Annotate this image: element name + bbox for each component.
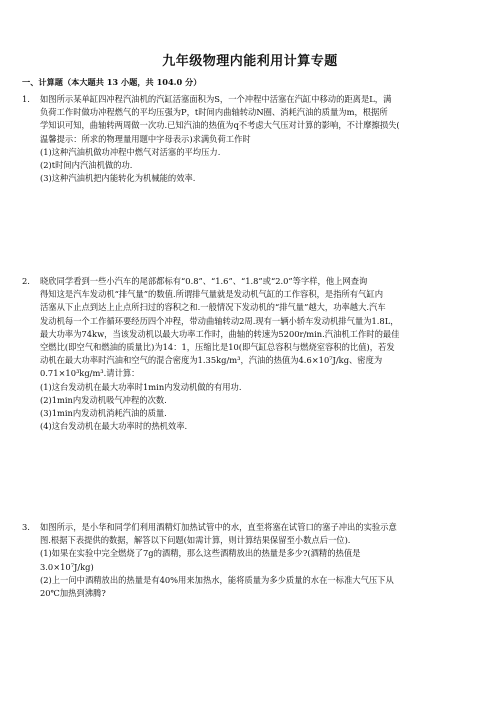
question-line: 负荷工作时做功冲程燃气的平均压强为P，t时间内曲轴转动N圈、消耗汽油的质量为m，根据所 [40,107,388,118]
question-line: (2)t时间内汽油机做的功. [40,160,133,171]
question-line: (2)1min内发动机吸气冲程的次数. [40,394,167,405]
question-line: (3)1min内发动机消耗汽油的质量. [40,408,167,419]
question-number: 1. [22,94,30,104]
page-title: 九年级物理内能利用计算专题 [162,54,338,69]
question-line: 发动机每一个工作循环要经历四个冲程，带动曲轴转动2周.现有一辆小轿车发动机排气量为1.8L， [40,315,399,326]
section-heading: 一、计算题（本大题共 13 小题，共 104.0 分） [22,77,202,87]
question-line: (1)这种汽油机做功冲程中燃气对活塞的平均压力. [40,146,221,157]
question-line: 空燃比(即空气和燃油的质量比)为14：1，压缩比是10(即气缸总容积与燃烧室容积的比值)，若发 [40,342,395,353]
question-line: 温馨提示：所求的物理量用题中字母表示)求满负荷工作时 [40,133,251,144]
question-line: 最大功率为74kw，当该发动机以最大功率工作时，曲轴的转速为5200r/min.汽油机工作时的最佳 [40,328,400,339]
question-line: 晓欣同学看到一些小汽车的尾部都标有“0.8”、“1.6”、“1.8”或“2.0”等字样，他上网查询 [40,276,368,286]
question-line: 3.0×10⁷J/kg) [40,561,94,572]
question-line: (4)这台发动机在最大功率时的热机效率. [40,421,188,432]
question-line: (1)这台发动机在最大功率时1min内发动机做的有用功. [40,381,242,392]
question-line: 图.根据下表提供的数据，解答以下问题(如需计算，则计算结果保留至小数点后一位). [40,535,351,546]
question-line: 20℃加热到沸腾? [40,588,106,599]
question-number: 3. [22,522,30,532]
question-line: (3)这种汽油机把内能转化为机械能的效率. [40,173,196,184]
question-line: 动机在最大功率时汽油和空气的混合密度为1.35kg/m³，汽油的热值为4.6×10⁷J/kg、密度为 [40,355,383,366]
question-line: 学知识可知，曲轴转两周做一次功.已知汽油的热值为q不考虑大气压对计算的影响，不计摩擦损失( [40,120,400,131]
question-line: (1)如果在实验中完全燃烧了7g的酒精，那么这些酒精放出的热量是多少?(酒精的热值是 [40,548,361,559]
question-line: 0.71×10³kg/m³.请计算： [40,368,140,379]
question-body [40,521,478,600]
question-line: 如图所示，是小华和同学们利用酒精灯加热试管中的水，直至将塞在试管口的塞子冲出的实验示意 [40,522,397,532]
question-number: 2. [22,276,30,286]
question-line: 如图所示某单缸四冲程汽油机的汽缸活塞面积为S，一个冲程中活塞在汽缸中移动的距离是L，满 [40,94,392,104]
question-body [40,275,478,433]
question-line: 得知这是汽车发动机“排气量”的数值.所谓排气量就是发动机气缸的工作容积，是指所有气缸内 [40,289,383,300]
question-line: 活塞从下止点到达上止点所扫过的容积之和.一般情况下发动机的“排气量”越大，功率越大.汽车 [40,302,386,313]
question-line: (2)上一问中酒精放出的热量是有40%用来加热水，能将质量为多少质量的水在一标准大气压下从 [40,574,394,585]
question-body [40,93,478,185]
